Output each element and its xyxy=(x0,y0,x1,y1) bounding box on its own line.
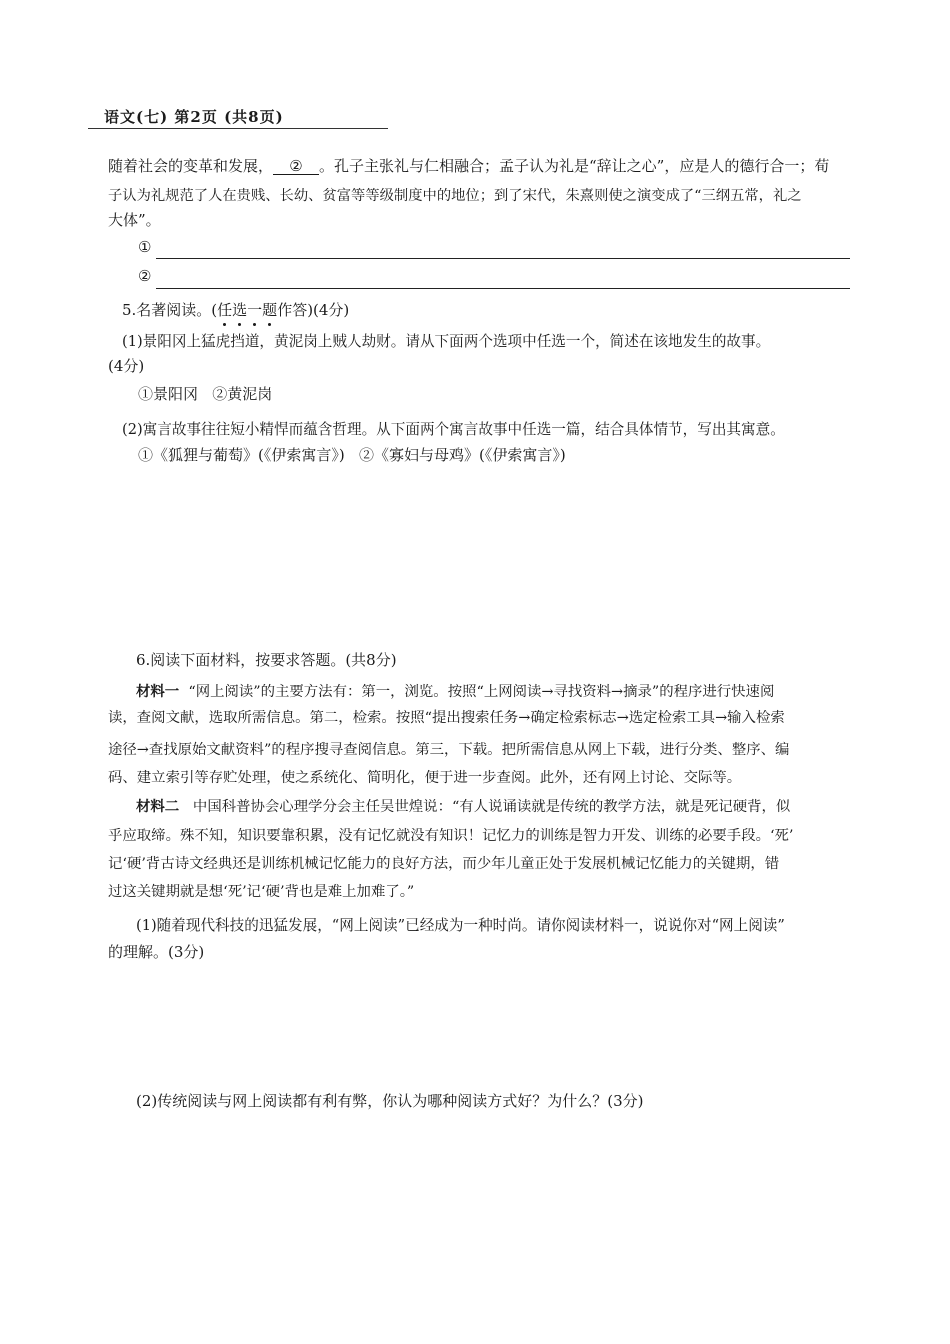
q6-material-2-line-4: 过这关键期就是想‘死’记‘硬’背也是难上加难了。” xyxy=(108,884,415,900)
q6-material-2-line-1 xyxy=(136,797,790,817)
emphasis-dot xyxy=(223,323,226,326)
q5-sub1-options: ①景阳冈 ②黄泥岗 xyxy=(138,385,273,403)
intro-line-1-start: 随着社会的变革和发展， xyxy=(108,157,274,175)
answer-mark-2: ② xyxy=(138,267,152,285)
material-1-label: 材料一 xyxy=(136,683,180,700)
intro-line-1 xyxy=(108,156,829,176)
q6-material-1-line-2: 读，查阅文献，选取所需信息。第二，检索。按照“提出搜索任务→确定检索标志→选定检索工具→输入检索 xyxy=(108,710,785,726)
answer-line-1 xyxy=(156,258,850,259)
q6-material-2-line-2: 乎应取缔。殊不知，知识要靠积累，没有记忆就没有知识！记忆力的训练是智力开发、训练的必要手段。‘死’ xyxy=(108,828,794,844)
q5-sub2-line-1: (2)寓言故事往往短小精悍而蕴含哲理。从下面两个寓言故事中任选一篇，结合具体情节，写出其寓意。 xyxy=(122,421,785,438)
header-rule xyxy=(88,128,388,129)
emphasis-dot xyxy=(253,323,256,326)
intro-line-1-end: 。孔子主张礼与仁相融合；孟子认为礼是“辞让之心”，应是人的德行合一；荀 xyxy=(319,157,830,175)
intro-line-2: 子认为礼规范了人在贵贱、长幼、贫富等等级制度中的地位；到了宋代，朱熹则使之演变成了“三纲五常，礼之 xyxy=(108,188,802,204)
q6-material-2-line-3: 记‘硬’背古诗文经典还是训练机械记忆能力的良好方法，而少年儿童正处于发展机械记忆能力的关键期，错 xyxy=(108,856,780,872)
q6-material-1-line-3: 途径→查找原始文献资料”的程序搜寻查阅信息。第三，下载。把所需信息从网上下载，进行分类、整序、编 xyxy=(108,742,790,758)
q5-title-emphasis xyxy=(217,301,277,319)
emphasis-dot xyxy=(268,323,271,326)
q6-sub1-line-1: (1)随着现代科技的迅猛发展，“网上阅读”已经成为一种时尚。请你阅读材料一，说说你对“网上阅读” xyxy=(136,917,785,934)
material-1-text-1: “网上阅读”的主要方法有：第一，浏览。按照“上网阅读→寻找资料→摘录”的程序进行快速阅 xyxy=(188,684,775,700)
page-header: 语文(七) 第2页 (共8页) xyxy=(104,108,284,126)
q6-sub1-line-2: 的理解。(3分) xyxy=(108,943,205,961)
answer-line-2 xyxy=(156,288,850,289)
material-2-label: 材料二 xyxy=(136,798,180,815)
q6-title: 6.阅读下面材料，按要求答题。(共8分) xyxy=(136,651,397,669)
q5-title-end: 作答)(4分) xyxy=(277,301,350,319)
q6-sub2-line-1: (2)传统阅读与网上阅读都有利有弊，你认为哪种阅读方式好？为什么？(3分) xyxy=(136,1092,644,1110)
q5-title-start: 5.名著阅读。( xyxy=(122,301,218,319)
material-2-text-1: 中国科普协会心理学分会主任吴世煌说：“有人说诵读就是传统的教学方法，就是死记硬背，似 xyxy=(192,799,791,815)
q6-material-1-line-1 xyxy=(136,682,774,702)
q5-sub2-options: ①《狐狸与葡萄》(《伊索寓言》) ②《寡妇与母鸡》(《伊索寓言》) xyxy=(138,446,566,464)
emphasis-dot xyxy=(238,323,241,326)
q5-title xyxy=(122,300,349,320)
q6-material-1-line-4: 码、建立索引等存贮处理，使之系统化、简明化，便于进一步查阅。此外，还有网上讨论、交际等。 xyxy=(108,770,742,786)
intro-blank-2: ② xyxy=(273,158,319,175)
q5-sub1-line-1: (1)景阳冈上猛虎挡道，黄泥岗上贼人劫财。请从下面两个选项中任选一个，简述在该地发生的故事。 xyxy=(122,333,771,350)
intro-line-3: 大体”。 xyxy=(108,211,161,229)
answer-mark-1: ① xyxy=(138,238,152,256)
q5-title-emphasis-text: 任选一题 xyxy=(217,301,278,319)
q5-sub1-line-2: (4分) xyxy=(108,357,145,375)
